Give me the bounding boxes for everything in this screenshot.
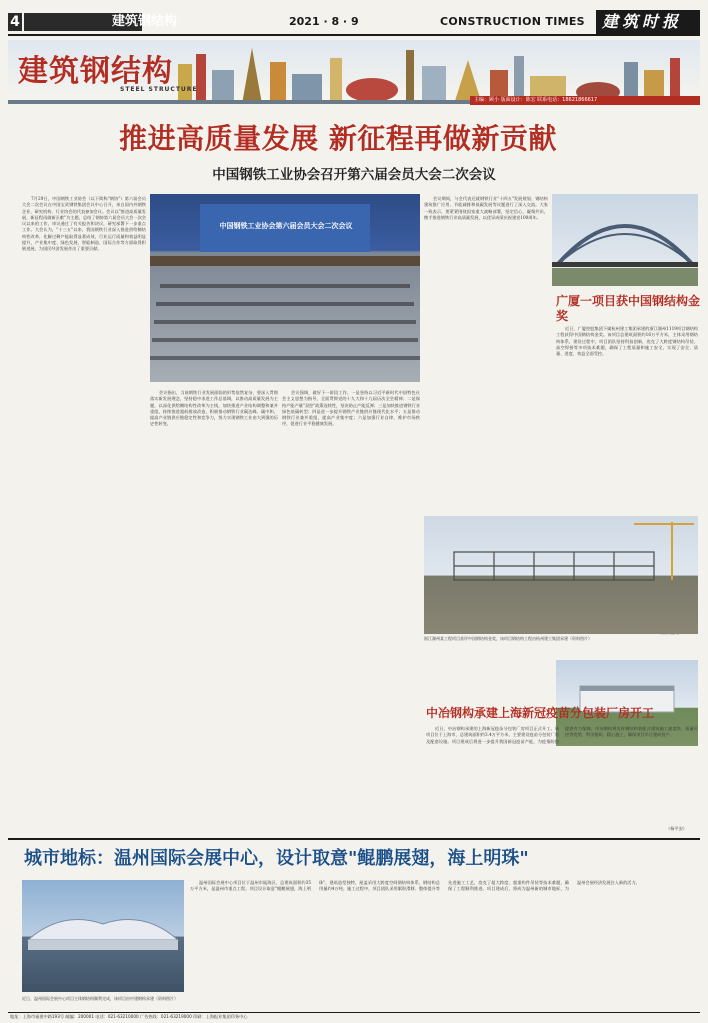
lead-headline: 推进高质量发展 新征程再做新贡献 xyxy=(119,122,557,155)
lead-body-4: 会议期间，与会代表还就钢铁行业"十四五"发展规划、钢结构建筑推广应用、节能减排和低碳发展等议题进行了深入交流。大家一致表示，要紧紧围绕国家重大战略部署，坚定信心，凝聚共识，携手推进钢铁行业高质量发展，以优异成绩庆祝建党100周年。 xyxy=(424,196,548,220)
convention-center-illustration xyxy=(22,880,184,992)
editor-line-text: 主编：顾小 版面设计：陈宏 联系电话：18621866617 xyxy=(474,97,598,103)
page-number-box: 4 xyxy=(8,13,22,31)
lead-body-1: 7月29日，中国钢铁工业协会（以下简称"钢协"）第六届会员大会二次会议在中国宝武钢铁集团会议中心召开，来自国内外钢铁企业、研究机构、行业协会的代表参加会议。会议以"推进高质量发展，新征程再做新贡献"为主题，总结了钢协第六届会员大会一次会议以来的工作，审议通过了有关报告和决议，研究部署下一步重点工作。大会认为，"十三五"以来，我国钢铁行业深入推进供给侧结构性改革，化解过剩产能取得显著成效，行业运行质量和效益明显提升，产业集中度、绿色发展、智能制造、国际合作等方面取得积极进展，为国民经济发展作出了重要贡献。 xyxy=(22,196,146,252)
issue-date: 2021 · 8 · 9 xyxy=(289,15,359,28)
footer-line: 地址：上海市福建中路193号 邮编：200001 电话：021-63210000 广告热线：021-63219000 印刷：上海报业集团印务中心 xyxy=(10,1014,248,1019)
lead-photo xyxy=(150,194,420,382)
lead-body-3: 会议强调，做好下一阶段工作，一是坚持以习近平新时代中国特色社会主义思想为指导，全面贯彻党的十九大和十九届历次全会精神；二是保持产能产量"双控"政策连续性，坚决防止产能反弹；三是加快推进钢铁行业绿色低碳转型；四是进一步提升钢铁产业链供应链现代化水平；五是推动钢铁行业兼并重组，提高产业集中度；六是加强行业自律，维护市场秩序，促进行业平稳健康发展。 xyxy=(282,390,420,427)
lead-column-3 xyxy=(282,390,420,706)
masthead xyxy=(0,0,708,38)
masthead-rule xyxy=(8,34,700,36)
construction-site-illustration xyxy=(424,516,698,634)
photo-banner-text: 中国钢铁工业协会第六届会员大会二次会议 xyxy=(219,222,353,230)
story4-headline: 城市地标：温州国际会展中心，设计取意"鲲鹏展翅，海上明珠" xyxy=(24,848,529,869)
banner-title: 建筑钢结构 xyxy=(18,54,173,89)
lead-body-2: 会议指出，当前钢铁行业发展面临的形势依然复杂，要深入贯彻落实新发展理念，坚持稳中求进工作总基调，以推动高质量发展为主题，以深化供给侧结构性改革为主线，加快推进产业结构调整和兼并重组，持续推进超低排放改造，积极推动钢铁行业碳达峰、碳中和，提高产业链供应链稳定性和竞争力，努力实现钢铁工业由大到强的历史性转变。 xyxy=(150,390,278,427)
construction-photo xyxy=(424,516,698,634)
banner-title-en: STEEL STRUCTURE xyxy=(120,86,198,93)
story4-body xyxy=(190,880,698,1010)
section-name: 建筑钢结构 xyxy=(112,14,178,29)
section-banner xyxy=(8,40,700,104)
lead-column-2 xyxy=(150,390,278,706)
story4-text: 温州国际会展中心项目位于温州市瓯海区，总建筑面积约35万平方米，是温州市重点工程。项目设计取意"鲲鹏展翅，海上明珠"，建筑造型独特，屋盖采用大跨度空间钢结构体系，钢结构总用量约4万吨。施工过程中，项目团队采用累积滑移、整体提升等先进施工工艺，攻克了超大跨度、超重构件吊装等技术难题，确保了工程顺利推进。项目建成后，将成为温州新的城市地标，为温州会展经济发展注入新的活力。 xyxy=(190,880,640,892)
story2-photo-caption: 浙江湖州某工程项目获评中国钢结构金奖，该项目钢结构工程由杭州建工集团承建（资料图片） xyxy=(424,636,592,641)
story3-text: 近日，中冶钢构承建的上海新冠疫苗分包装厂房项目正式开工。该项目位于上海市，总建筑面积约3.4万平方米，主要建设疫苗分包装厂房及配套设施。项目建成后将进一步提升我国新冠疫苗产能，为疫情防控提供有力保障。中冶钢构将发挥钢结构装配式建筑施工速度快、质量可控等优势，科学组织、精心施工，确保项目早日建成投产。 xyxy=(426,726,698,744)
convention-center-photo xyxy=(22,880,184,992)
story3-body xyxy=(426,726,698,832)
story4-photo-caption: 近日，温州国际会展中心项目主体钢结构顺利完成，该项目由中建钢构承建（资料图片） xyxy=(22,996,178,1001)
story3-credit: （杨平安） xyxy=(666,826,687,831)
story3-headline: 中冶钢构承建上海新冠疫苗分包装厂房开工 xyxy=(426,706,655,720)
lead-column-1 xyxy=(22,196,146,706)
story2-text: 近日，广厦控股集团下属杭州建工集团承建的浙江湖州1119项目钢结构工程获得中国钢结构金奖。该项目总建筑面积约16万平方米，主体采用钢结构体系，建设过程中，项目团队坚持科技创新，攻克了大跨度钢结构吊装、高空焊接等多项技术难题，确保了工程质量和施工安全，实现了安全、质量、进度、效益全面受控。 xyxy=(556,326,698,357)
paper-name: CONSTRUCTION TIMES xyxy=(440,15,585,28)
logo-text: 建筑时报 xyxy=(602,12,683,31)
bridge-arch-illustration xyxy=(552,194,698,286)
footer-rule xyxy=(8,1012,700,1013)
bridge-photo xyxy=(552,194,698,286)
lead-subhead: 中国钢铁工业协会召开第六届会员大会二次会议 xyxy=(212,167,496,183)
section-divider xyxy=(8,838,700,840)
story2-headline: 广厦一项目获中国钢结构金奖 xyxy=(556,294,701,323)
